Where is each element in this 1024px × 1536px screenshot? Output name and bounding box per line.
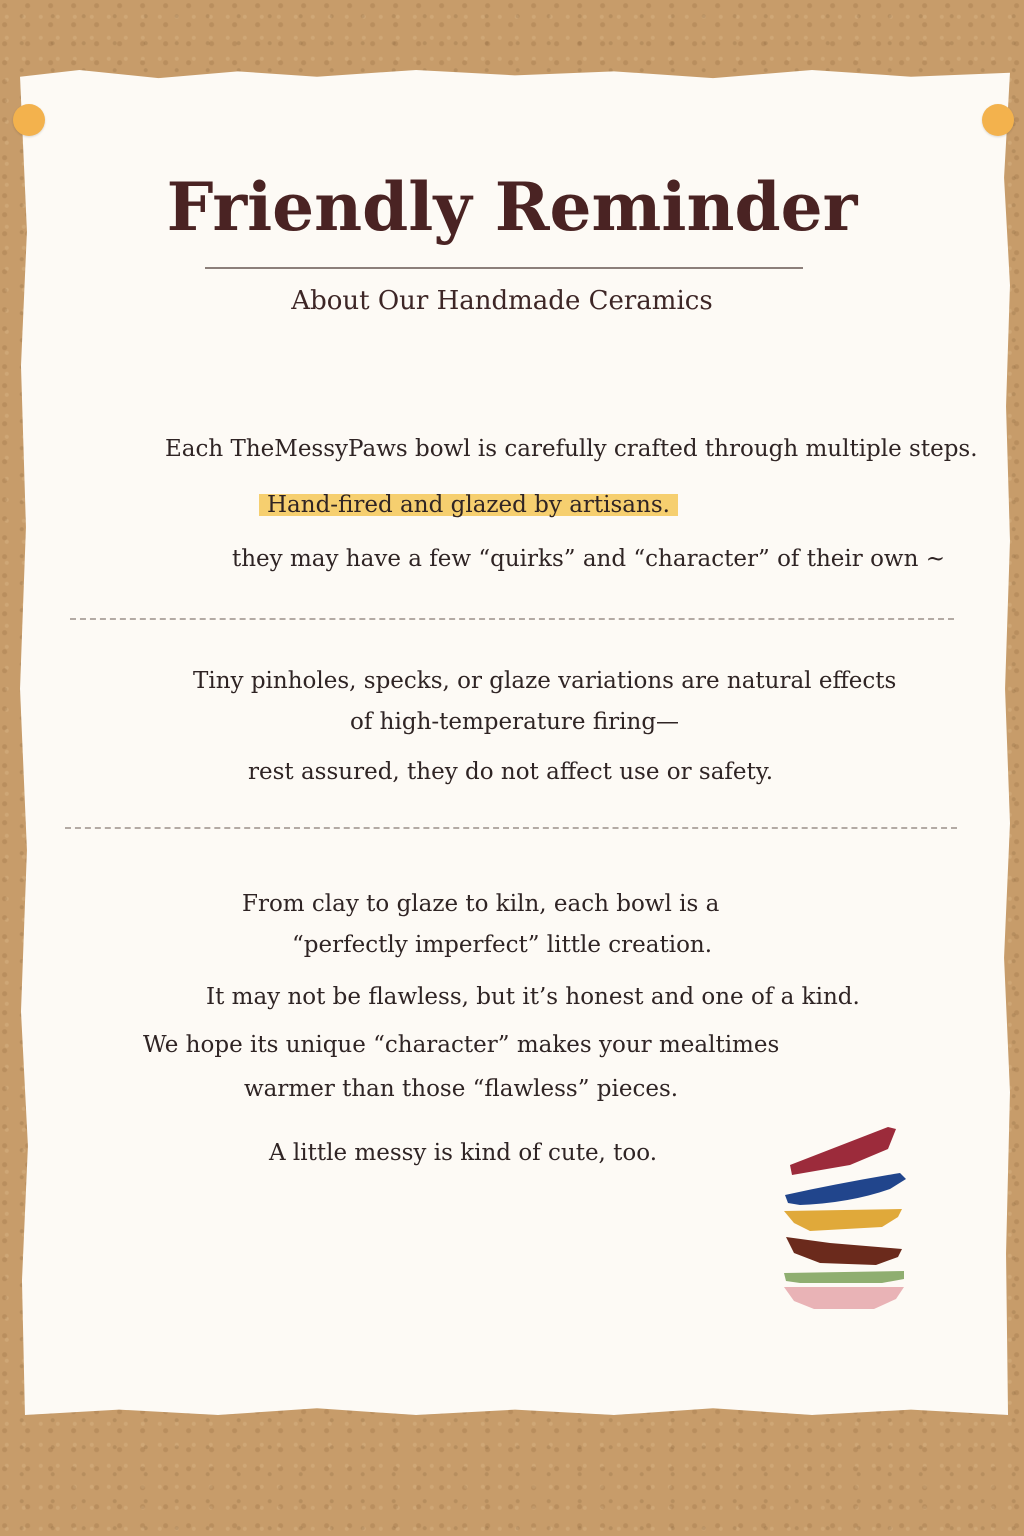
highlight-marker: Hand-fired and glazed by artisans. bbox=[259, 492, 678, 518]
bowl-red bbox=[790, 1127, 896, 1175]
warmer-text: warmer than those “flawless” pieces. bbox=[244, 1076, 679, 1102]
creation-text: “perfectly imperfect” little creation. bbox=[292, 932, 713, 958]
dashed-divider bbox=[65, 827, 957, 829]
pushpin-icon bbox=[982, 104, 1014, 136]
page-title: Friendly Reminder bbox=[166, 168, 858, 246]
highlight-text bbox=[259, 492, 678, 518]
bowl-brown bbox=[786, 1237, 902, 1265]
firing-text: of high-temperature firing— bbox=[350, 709, 680, 735]
character-text: We hope its unique “character” makes your mealtimes bbox=[143, 1032, 780, 1058]
bowl-blue bbox=[785, 1173, 906, 1205]
intro-text: Each TheMessyPaws bowl is carefully crafted through multiple steps. bbox=[165, 436, 978, 462]
closing-text: A little messy is kind of cute, too. bbox=[269, 1140, 658, 1166]
stacked-bowls-icon bbox=[770, 1115, 920, 1325]
honest-text: It may not be flawless, but it’s honest and one of a kind. bbox=[206, 984, 860, 1010]
bowl-green bbox=[784, 1271, 904, 1283]
safety-text: rest assured, they do not affect use or safety. bbox=[248, 759, 774, 785]
quirks-text: they may have a few “quirks” and “character” of their own ~ bbox=[232, 546, 945, 572]
bowl-yellow bbox=[784, 1209, 902, 1231]
bowl-pink bbox=[784, 1287, 904, 1309]
title-underline bbox=[205, 267, 803, 269]
pushpin-icon bbox=[13, 104, 45, 136]
page-subtitle: About Our Handmade Ceramics bbox=[291, 286, 713, 316]
dashed-divider bbox=[70, 618, 954, 620]
process-text: From clay to glaze to kiln, each bowl is a bbox=[242, 891, 720, 917]
pinholes-text: Tiny pinholes, specks, or glaze variations are natural effects bbox=[193, 668, 897, 694]
